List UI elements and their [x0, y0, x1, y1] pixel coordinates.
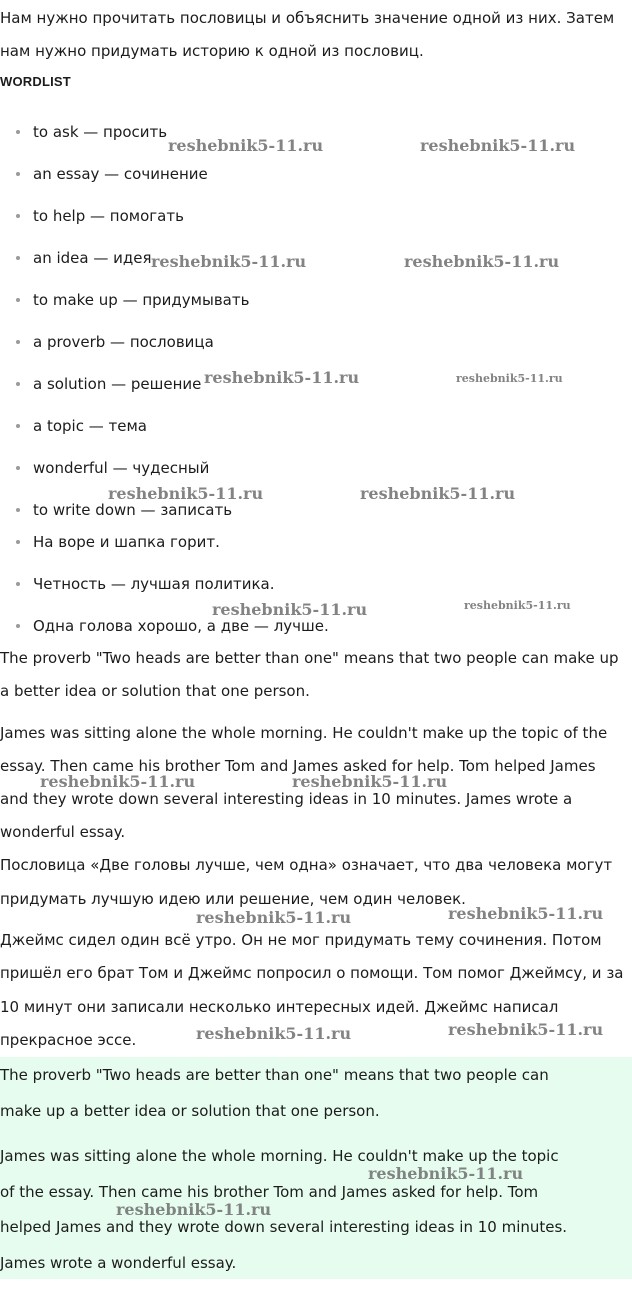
list-item: to ask — просить	[33, 123, 168, 141]
bullet-icon	[16, 424, 20, 428]
bullet-icon	[16, 256, 20, 260]
list-item: to write down — записать	[33, 501, 233, 519]
english-story-line-1: James was sitting alone the whole morning. He couldn't make up the topic of the	[0, 724, 608, 742]
bullet-icon	[16, 582, 20, 586]
bullet-icon	[16, 540, 20, 544]
watermark: reshebnik5-11.ru	[196, 908, 352, 927]
russian-story-line-3: 10 минут они записали несколько интересных идей. Джеймс написал	[0, 998, 559, 1016]
intro-line-2: нам нужно придумать историю к одной из пословиц.	[0, 42, 424, 60]
answer-story-line-4: James wrote a wonderful essay.	[0, 1254, 237, 1272]
english-meaning-line-1: The proverb "Two heads are better than one" means that two people can make up	[0, 649, 619, 667]
list-item: a proverb — пословица	[33, 333, 214, 351]
russian-story-line-1: Джеймс сидел один всё утро. Он не мог придумать тему сочинения. Потом	[0, 931, 602, 949]
english-meaning-line-2: a better idea or solution that one person.	[0, 682, 310, 700]
russian-meaning-line-2: придумать лучшую идею или решение, чем один человек.	[0, 890, 466, 908]
watermark: reshebnik5-11.ru	[456, 372, 563, 385]
list-item: Четность — лучшая политика.	[33, 575, 275, 593]
watermark: reshebnik5-11.ru	[368, 1164, 524, 1183]
list-item: a solution — решение	[33, 375, 202, 393]
list-item: an idea — идея	[33, 249, 152, 267]
watermark: reshebnik5-11.ru	[360, 484, 516, 503]
answer-block	[0, 1057, 632, 1279]
bullet-icon	[16, 508, 20, 512]
bullet-icon	[16, 340, 20, 344]
answer-meaning-line-1: The proverb "Two heads are better than one" means that two people can	[0, 1066, 549, 1084]
list-item: to help — помогать	[33, 207, 184, 225]
watermark: reshebnik5-11.ru	[212, 600, 368, 619]
answer-story-line-1: James was sitting alone the whole morning. He couldn't make up the topic	[0, 1147, 559, 1165]
list-item: an essay — сочинение	[33, 165, 208, 183]
answer-meaning-line-2: make up a better idea or solution that one person.	[0, 1102, 380, 1120]
watermark: reshebnik5-11.ru	[40, 772, 196, 791]
answer-story-line-2: of the essay. Then came his brother Tom and James asked for help. Tom	[0, 1183, 539, 1201]
watermark: reshebnik5-11.ru	[168, 136, 324, 155]
answer-story-line-3: helped James and they wrote down several interesting ideas in 10 minutes.	[0, 1218, 568, 1236]
bullet-icon	[16, 382, 20, 386]
watermark: reshebnik5-11.ru	[420, 136, 576, 155]
list-item: a topic — тема	[33, 417, 147, 435]
list-item: На воре и шапка горит.	[33, 533, 220, 551]
russian-story-line-4: прекрасное эссе.	[0, 1031, 137, 1049]
watermark: reshebnik5-11.ru	[108, 484, 264, 503]
english-story-line-2: essay. Then came his brother Tom and James asked for help. Tom helped James	[0, 757, 596, 775]
list-item: wonderful — чудесный	[33, 459, 210, 477]
watermark: reshebnik5-11.ru	[292, 772, 448, 791]
russian-story-line-2: пришёл его брат Том и Джеймс попросил о помощи. Том помог Джеймсу, и за	[0, 964, 624, 982]
english-story-line-4: wonderful essay.	[0, 823, 126, 841]
russian-meaning-line-1: Пословица «Две головы лучше, чем одна» означает, что два человека могут	[0, 856, 613, 874]
bullet-icon	[16, 466, 20, 470]
watermark: reshebnik5-11.ru	[448, 1020, 604, 1039]
english-story-line-3: and they wrote down several interesting ideas in 10 minutes. James wrote a	[0, 790, 573, 808]
bullet-icon	[16, 624, 20, 628]
wordlist-heading: WORDLIST	[0, 74, 71, 89]
bullet-icon	[16, 172, 20, 176]
watermark: reshebnik5-11.ru	[464, 599, 571, 612]
bullet-icon	[16, 298, 20, 302]
list-item: Одна голова хорошо, а две — лучше.	[33, 617, 329, 635]
watermark: reshebnik5-11.ru	[151, 252, 307, 271]
watermark: reshebnik5-11.ru	[116, 1200, 272, 1219]
watermark: reshebnik5-11.ru	[404, 252, 560, 271]
bullet-icon	[16, 130, 20, 134]
bullet-icon	[16, 214, 20, 218]
watermark: reshebnik5-11.ru	[448, 904, 604, 923]
list-item: to make up — придумывать	[33, 291, 250, 309]
watermark: reshebnik5-11.ru	[204, 368, 360, 387]
watermark: reshebnik5-11.ru	[196, 1024, 352, 1043]
intro-line-1: Нам нужно прочитать пословицы и объяснить значение одной из них. Затем	[0, 9, 615, 27]
